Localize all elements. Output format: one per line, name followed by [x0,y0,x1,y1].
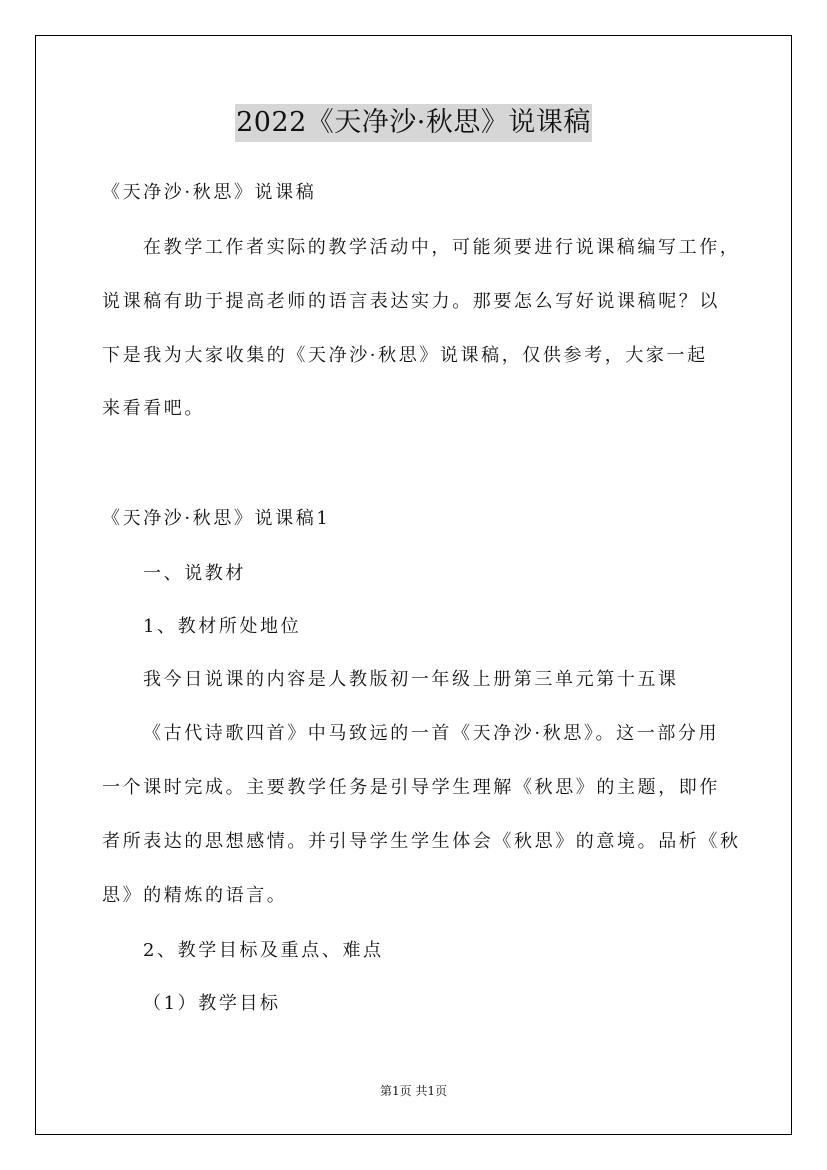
subheading-2: 2、教学目标及重点、难点 [143,940,384,961]
content-line-2: 《古代诗歌四首》中马致远的一首《天净沙·秋思》。这一部分用 [143,723,720,744]
content-line-4: 者所表达的思想感情。并引导学生学生体会《秋思》的意境。品析《秋 [102,831,741,852]
subheading-1: 1、教材所处地位 [143,616,302,637]
intro-line-3: 下是我为大家收集的《天净沙·秋思》说课稿，仅供参考，大家一起 [102,345,708,366]
document-title: 2022《天净沙·秋思》说课稿 [235,104,592,142]
intro-line-4: 来看看吧。 [102,398,205,419]
intro-line-2: 说课稿有助于提高老师的语言表达实力。那要怎么写好说课稿呢？以 [102,291,720,312]
content-line-1: 我今日说课的内容是人教版初一年级上册第三单元第十五课 [143,669,679,690]
intro-line-1: 在教学工作者实际的教学活动中，可能须要进行说课稿编写工作， [143,237,741,258]
subtitle: 《天净沙·秋思》说课稿 [102,182,317,203]
section-heading: 一、说教材 [143,563,246,584]
content-line-5: 思》的精炼的语言。 [102,885,288,906]
content-line-3: 一个课时完成。主要教学任务是引导学生理解《秋思》的主题，即作 [102,777,720,798]
subheading-2-1: （1）教学目标 [143,993,281,1014]
title-container [0,104,827,142]
page-footer: 第1页 共1页 [379,1084,448,1098]
section-title: 《天净沙·秋思》说课稿1 [102,508,331,529]
